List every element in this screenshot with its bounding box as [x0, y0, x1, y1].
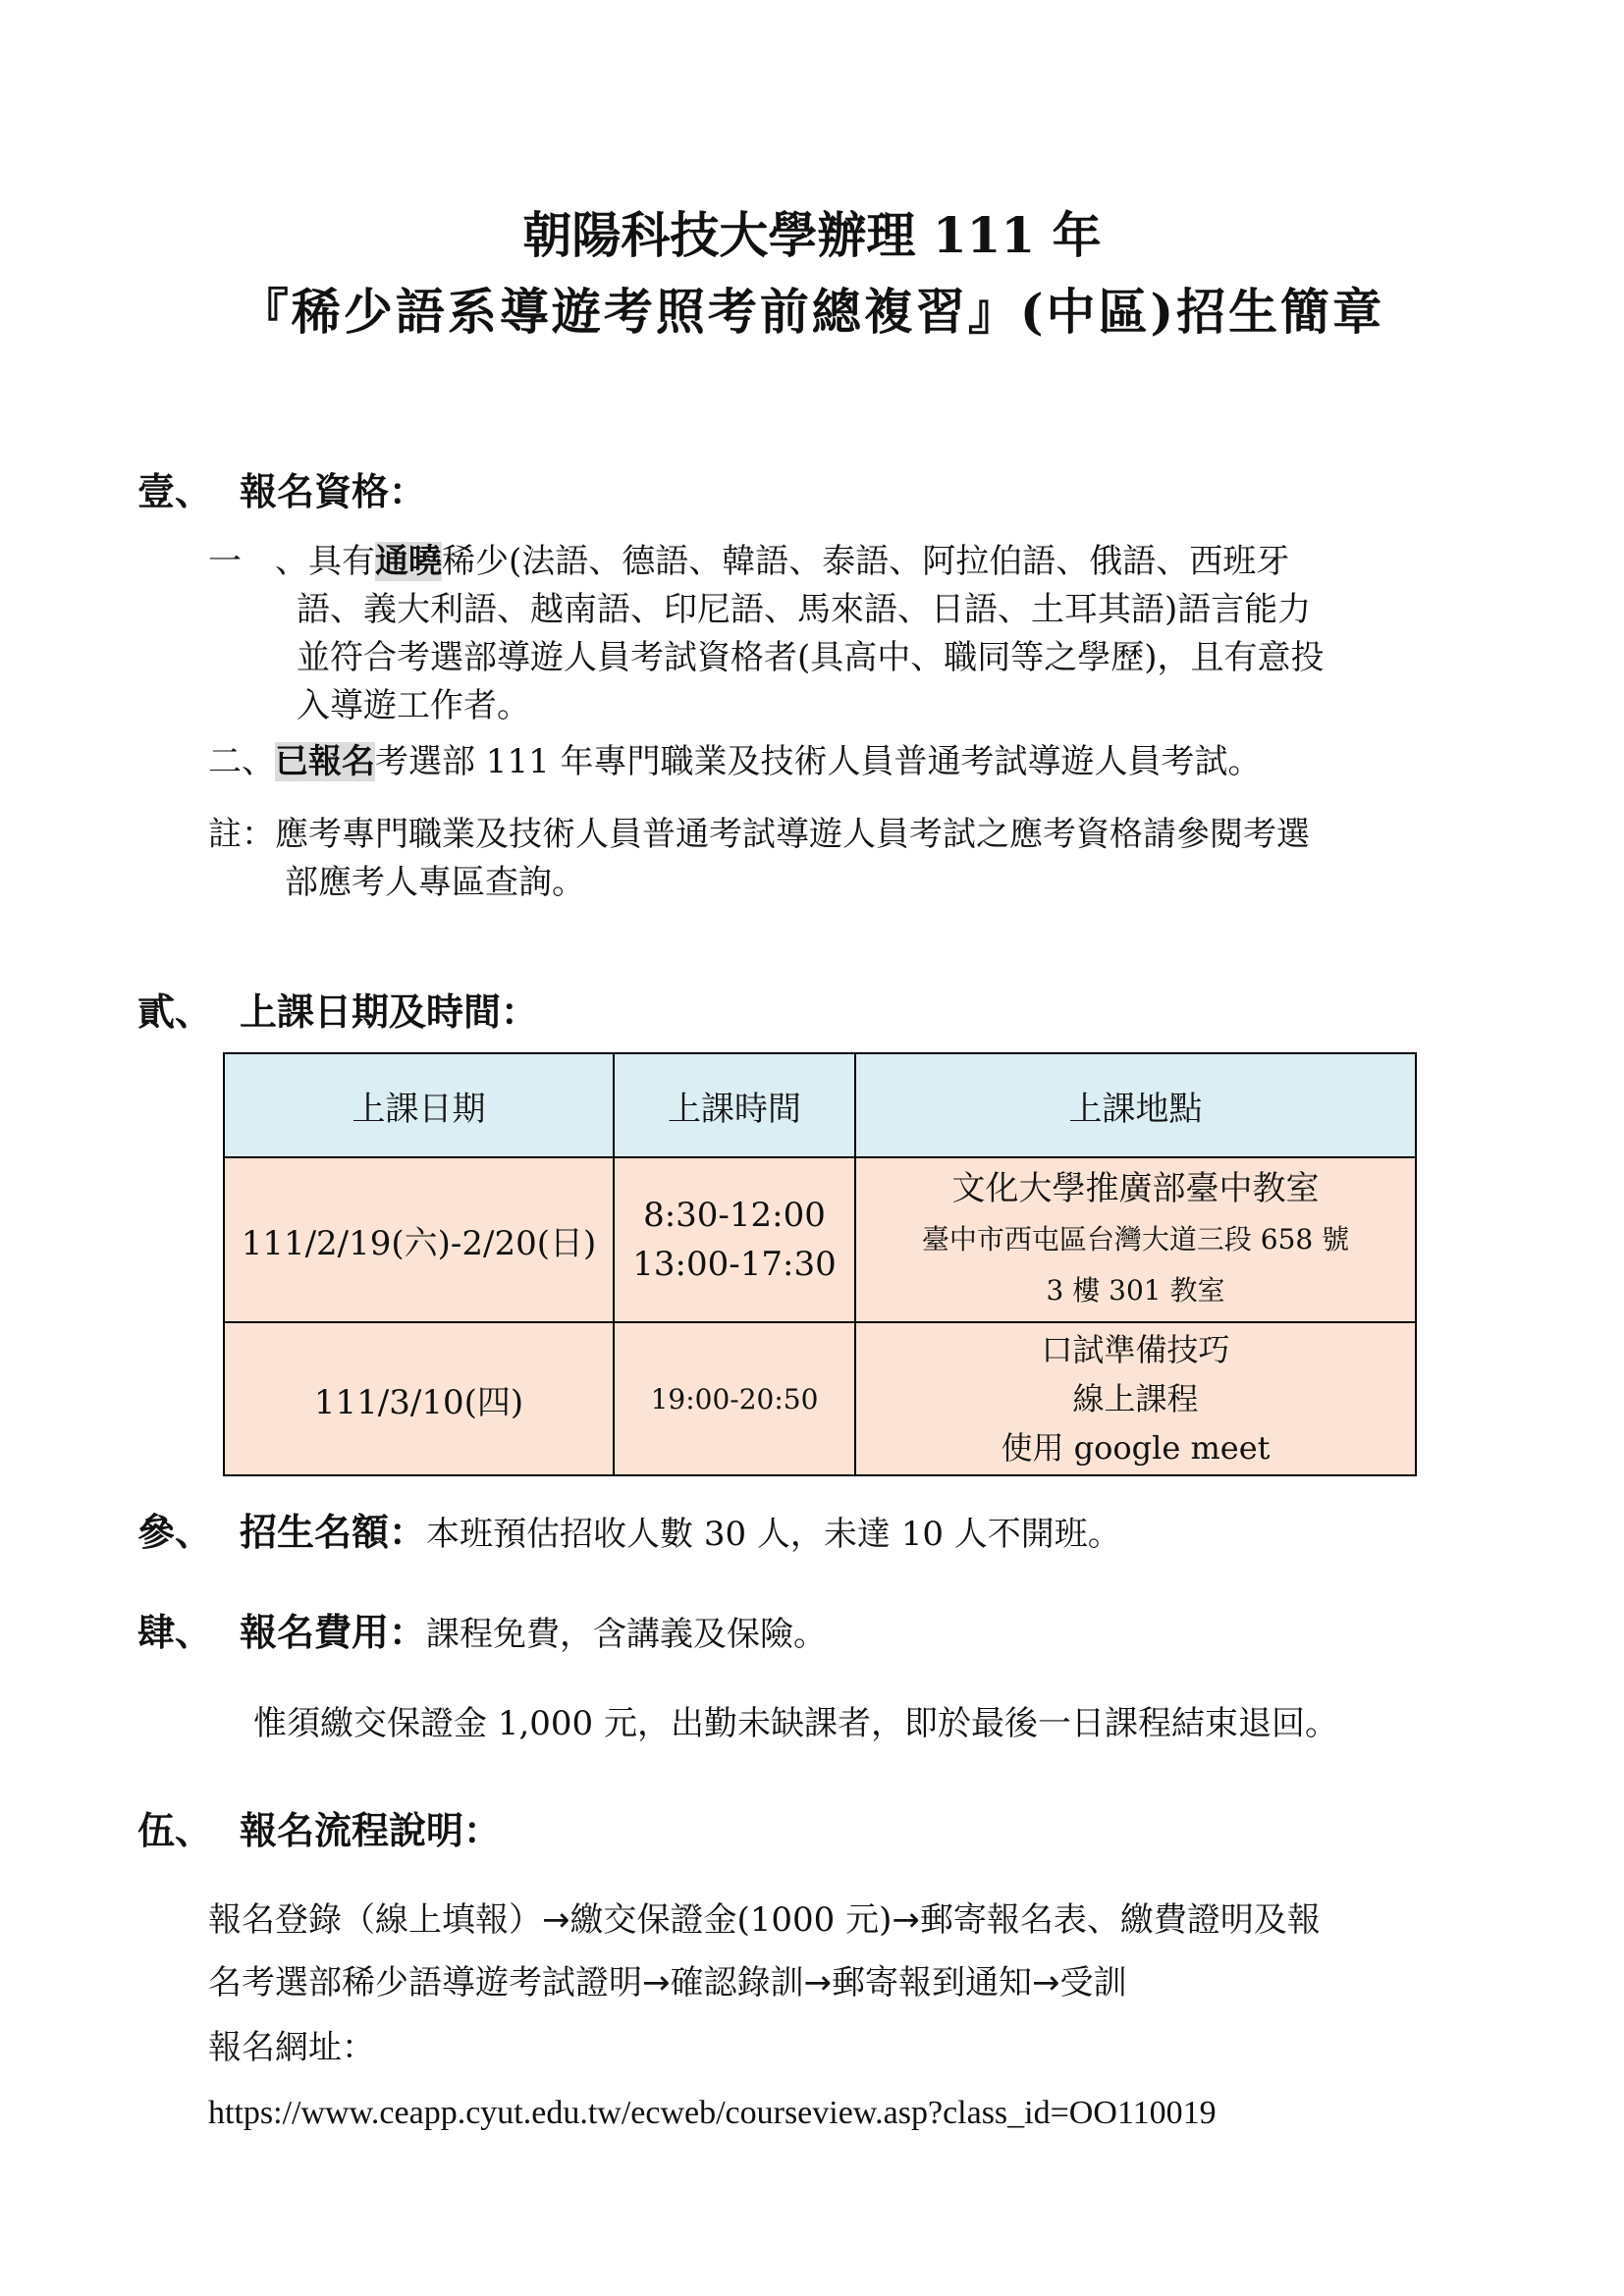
arrow-right-icon: → — [803, 1963, 832, 2002]
quota-text: 本班預估招收人數 30 人，未達 10 人不開班。 — [426, 1515, 1121, 1554]
cell-location: 口試準備技巧 線上課程 使用 google meet — [855, 1322, 1416, 1475]
document-title-line1: 朝陽科技大學辦理 111 年 — [522, 206, 1102, 264]
note-label: 註： — [208, 815, 275, 854]
header-date: 上課日期 — [224, 1053, 614, 1157]
arrow-right-icon: → — [642, 1963, 671, 2002]
schedule-table — [223, 1052, 1417, 1476]
section-number: 貳、 — [137, 989, 213, 1034]
fee-text: 課程免費，含講義及保險。 — [426, 1615, 828, 1654]
table-row — [224, 1322, 1416, 1475]
section-number: 參、 — [137, 1510, 213, 1554]
item-number: 二、 — [208, 742, 275, 781]
document-title-line2: 『稀少語系導遊考照考前總複習』(中區)招生簡章 — [239, 283, 1385, 341]
section-number: 肆、 — [137, 1610, 213, 1654]
eligibility-item-1-line1: 一 、具有通曉稀少(法語、德語、韓語、泰語、阿拉伯語、俄語、西班牙 — [208, 542, 1290, 581]
eligibility-note-line1: 註：應考專門職業及技術人員普通考試導遊人員考試之應考資格請參閱考選 — [208, 815, 1310, 854]
arrow-right-icon: → — [892, 1900, 920, 1940]
section-fee-heading — [137, 1602, 827, 1656]
cell-date: 111/3/10(四) — [224, 1322, 614, 1475]
process-flow-line2: 名考選部稀少語導遊考試證明→確認錄訓→郵寄報到通知→受訓 — [208, 1963, 1127, 2002]
highlight-text: 已報名 — [275, 742, 375, 781]
section-title: 上課日期及時間： — [240, 989, 539, 1034]
section-number: 伍、 — [137, 1808, 213, 1852]
section-process-heading — [137, 1800, 501, 1854]
section-title: 報名費用： — [240, 1610, 427, 1654]
section-eligibility-heading — [137, 461, 426, 515]
registration-url-label: 報名網址： — [208, 2028, 375, 2067]
cell-time: 19:00-20:50 — [614, 1322, 855, 1475]
section-title: 報名流程說明： — [240, 1808, 502, 1852]
item-number: 一 、 — [208, 542, 308, 581]
deposit-note: 惟須繳交保證金 1,000 元，出勤未缺課者，即於最後一日課程結束退回。 — [253, 1704, 1338, 1743]
highlight-text: 通曉 — [375, 542, 442, 581]
process-flow-line1: 報名登錄（線上填報）→繳交保證金(1000 元)→郵寄報名表、繳費證明及報 — [208, 1900, 1321, 1940]
eligibility-item-1-line2: 語、義大利語、越南語、印尼語、馬來語、日語、土耳其語)語言能力 — [297, 590, 1312, 629]
eligibility-item-1-line4: 入導遊工作者。 — [297, 686, 530, 725]
section-number: 壹、 — [137, 469, 213, 513]
arrow-right-icon: → — [542, 1900, 570, 1940]
table-row — [224, 1157, 1416, 1322]
section-title: 報名資格： — [240, 469, 427, 513]
eligibility-note-line2: 部應考人專區查詢。 — [285, 863, 585, 902]
cell-date: 111/2/19(六)-2/20(日) — [224, 1157, 614, 1322]
section-schedule-heading — [137, 982, 538, 1036]
header-location: 上課地點 — [855, 1053, 1416, 1157]
arrow-right-icon: → — [1032, 1963, 1060, 2002]
eligibility-item-1-line3: 並符合考選部導遊人員考試資格者(具高中、職同等之學歷)，且有意投 — [297, 638, 1325, 677]
section-quota-heading — [137, 1502, 1121, 1556]
eligibility-item-2: 二、已報名考選部 111 年專門職業及技術人員普通考試導遊人員考試。 — [208, 742, 1262, 781]
header-time: 上課時間 — [614, 1053, 855, 1157]
cell-time: 8:30-12:00 13:00-17:30 — [614, 1157, 855, 1322]
cell-location: 文化大學推廣部臺中教室 臺中市西屯區台灣大道三段 658 號 3 樓 301 教室 — [855, 1157, 1416, 1322]
registration-url-link[interactable]: https://www.ceapp.cyut.edu.tw/ecweb/courseview.asp?class_id=OO110019 — [208, 2095, 1217, 2131]
section-title: 招生名額： — [240, 1510, 427, 1554]
table-header-row — [224, 1053, 1416, 1157]
